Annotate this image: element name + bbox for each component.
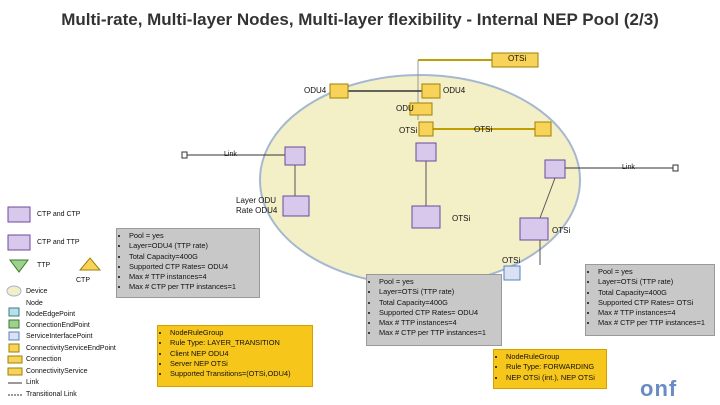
nep-otsi-right xyxy=(520,218,548,240)
nep-otsi-center xyxy=(412,206,440,228)
rule-line: • Supported Transitions=(OTSi,ODU4) xyxy=(170,369,309,379)
legend-nodeedgepoint: NodeEdgePoint xyxy=(26,311,76,318)
rule-group-layer-transition xyxy=(157,325,313,387)
info-line: • Supported CTP Rates= OTSi xyxy=(598,298,711,308)
legend-connectionendpoint: ConnectionEndPoint xyxy=(26,322,90,329)
sip-otsi-bottom xyxy=(504,266,520,280)
info-line: • Pool = yes xyxy=(598,267,711,277)
label-layer: Layer ODU Rate ODU4 xyxy=(236,196,278,215)
odu4-right-box xyxy=(422,84,440,98)
otsi-mid-left-box xyxy=(419,122,433,136)
label-otsi-mid-left: OTSi xyxy=(399,126,418,135)
legend-node: Node xyxy=(26,300,43,307)
page-title: Multi-rate, Multi-layer Nodes, Multi-layer flexibility - Internal NEP Pool (2/3) xyxy=(61,10,659,29)
legend-ctp-and-ttp: CTP and TTP xyxy=(37,239,80,246)
info-line: • Max # CTP per TTP instances=1 xyxy=(129,282,256,292)
onf-logo: onf xyxy=(640,376,678,401)
label-odu4-left: ODU4 xyxy=(304,86,327,95)
info-line: • Layer=OTSi (TTP rate) xyxy=(598,277,711,287)
info-box-otsi-pool-right xyxy=(585,264,715,336)
label-otsi-node-center: OTSi xyxy=(452,214,471,223)
rule-line: • Client NEP ODU4 xyxy=(170,349,309,359)
odu4-left-box xyxy=(330,84,348,98)
label-otsi-bottom: OTSi xyxy=(502,256,521,265)
label-otsi-node-right: OTSi xyxy=(552,226,571,235)
port-mid xyxy=(416,143,436,161)
legend-ttp: TTP xyxy=(37,262,51,269)
info-line: • Layer=ODU4 (TTP rate) xyxy=(129,241,256,251)
info-line: • Total Capacity=400G xyxy=(129,252,256,262)
legend-connectivityserviceendpoint: ConnectivityServiceEndPoint xyxy=(26,345,116,352)
info-line: • Total Capacity=400G xyxy=(379,298,498,308)
port-left xyxy=(285,147,305,165)
label-odu4-right: ODU4 xyxy=(443,86,466,95)
info-line: • Total Capacity=400G xyxy=(598,288,711,298)
nep-odu4 xyxy=(283,196,309,216)
info-line: • Pool = yes xyxy=(379,277,498,287)
label-link-right: Link xyxy=(622,164,635,171)
info-line: • Supported CTP Rates= ODU4 xyxy=(129,262,256,272)
legend-connectivityservice: ConnectivityService xyxy=(26,368,88,375)
info-line: • Pool = yes xyxy=(129,231,256,241)
legend-ctp: CTP xyxy=(76,277,90,284)
otsi-mid-right-box xyxy=(535,122,551,136)
rule-line: • NodeRuleGroup xyxy=(170,328,309,338)
info-line: • Max # CTP per TTP instances=1 xyxy=(598,318,711,328)
legend-device: Device xyxy=(26,288,48,295)
label-link-left: Link xyxy=(224,151,237,158)
legend-transitional-link: Transitional Link xyxy=(26,391,77,398)
legend-serviceinterfacepoint: ServiceInterfacePoint xyxy=(26,333,93,340)
info-box-otsi-pool-center xyxy=(366,274,502,346)
label-otsi-top: OTSi xyxy=(508,54,527,63)
rule-line: • NodeRuleGroup xyxy=(506,352,603,362)
info-line: • Max # TTP instances=4 xyxy=(379,318,498,328)
info-line: • Max # TTP instances=4 xyxy=(598,308,711,318)
rule-group-forwarding xyxy=(493,349,607,389)
info-box-odu4-pool xyxy=(116,228,260,298)
info-line: • Layer=OTSi (TTP rate) xyxy=(379,287,498,297)
legend-link: Link xyxy=(26,379,39,386)
port-right xyxy=(545,160,565,178)
info-line: • Max # TTP instances=4 xyxy=(129,272,256,282)
rule-line: • NEP OTSi (int.), NEP OTSi xyxy=(506,373,603,383)
info-line: • Supported CTP Rates= ODU4 xyxy=(379,308,498,318)
label-otsi-mid-right: OTSi xyxy=(474,125,493,134)
label-odu: ODU xyxy=(396,104,414,113)
legend-connection: Connection xyxy=(26,356,62,363)
info-line: • Max # CTP per TTP instances=1 xyxy=(379,328,498,338)
rule-line: • Server NEP OTSi xyxy=(170,359,309,369)
rule-line: • Rule Type: LAYER_TRANSITION xyxy=(170,338,309,348)
legend-ctp-and-ctp: CTP and CTP xyxy=(37,211,81,218)
rule-line: • Rule Type: FORWARDING xyxy=(506,362,603,372)
